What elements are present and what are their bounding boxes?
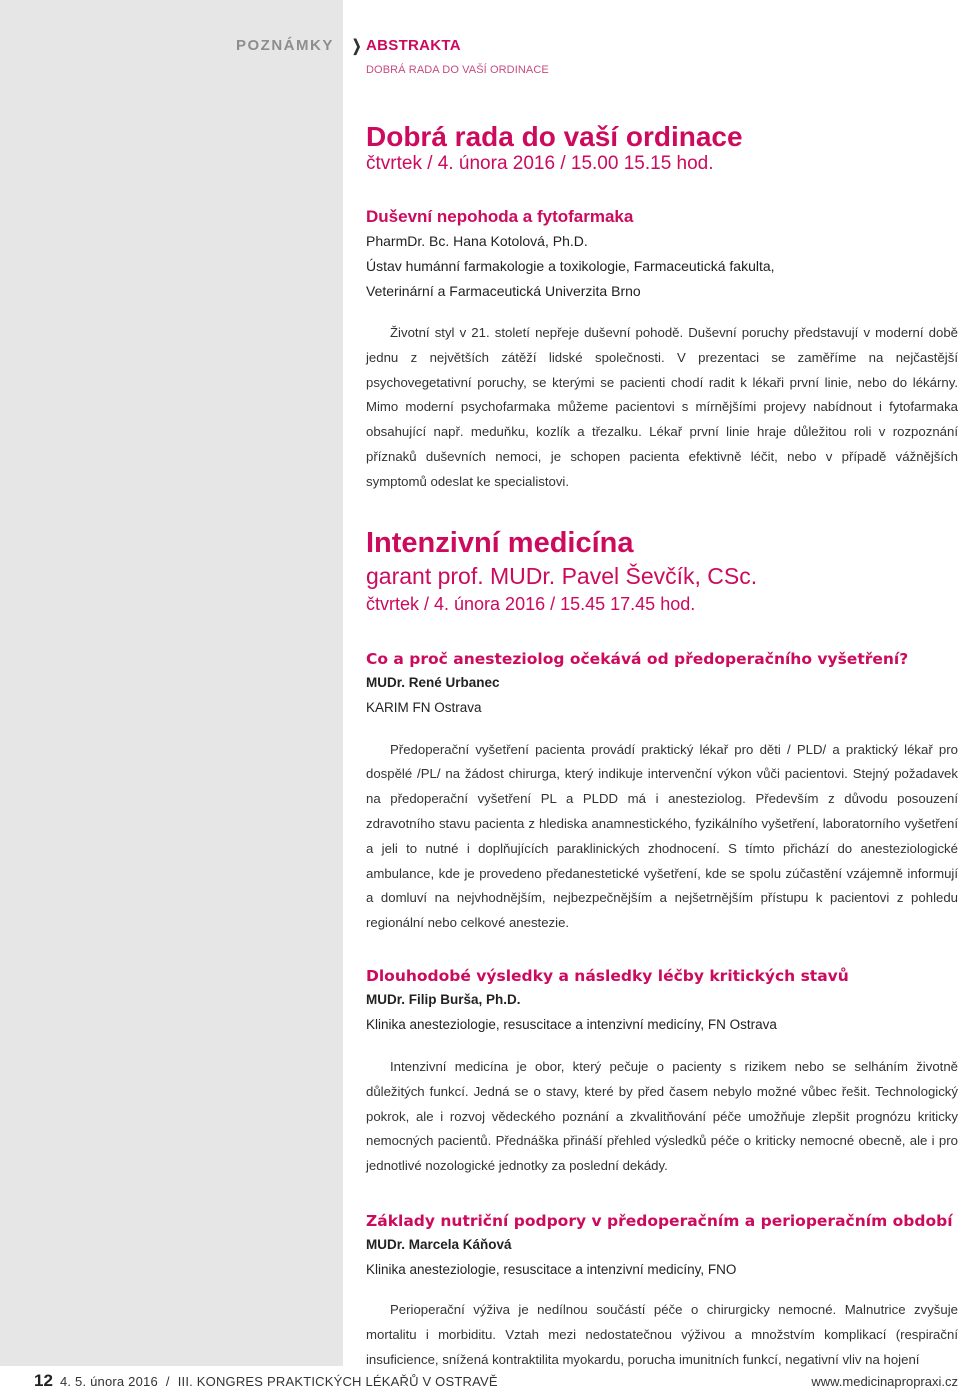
talk1-title: Duševní nepohoda a fytofarmaka: [366, 207, 634, 226]
block2-title: Intenzivní medicína: [366, 526, 634, 559]
talk-institution: Klinika anesteziologie, resuscitace a intenzivní medicíny, FN Ostrava: [366, 1016, 777, 1032]
talk-item: [366, 647, 958, 936]
talk1-author: PharmDr. Bc. Hana Kotolová, Ph.D.: [366, 233, 588, 249]
block1-title: Dobrá rada do vaší ordinace: [366, 121, 743, 152]
talk-abstract: Předoperační vyšetření pacienta provádí praktický lékař pro děti / PLD/ a praktický lékař pro dospělé /PL/ na žádost chirurga, který indikuje intervenční výkon vůči pacientovi. Stejný požadavek na předoperační vyšetření PL a PLDD má i anesteziolog. Především z důvodu posouzení zdravotního stavu pacienta z hlediska anamnestického, fyzikálního vyšetření, laboratorního vyšetření a jeli to nutné i doplňujících paraklinických zhodnocení. S tímto přichází do anesteziologické ambulance, kde je provedeno předanestetické vyšetření, kde se spolu zúčastění vzájemně informují a domluví na nejvhodnějším, nejbezpečnějším a nejšetrnějším přístupu k pacientovi z pohledu regionální nebo celkové anestezie.: [366, 741, 958, 931]
talk-institution: KARIM FN Ostrava: [366, 699, 482, 715]
chevron-right-icon: ❯: [352, 38, 362, 55]
talk-item: [366, 1209, 958, 1372]
talk-author: MUDr. Filip Burša, Ph.D.: [366, 991, 521, 1007]
talk-abstract: Perioperační výživa je nedílnou součástí péče o chirurgicky nemocné. Malnutrice zvyšuje mortalitu i morbiditu. Vztah mezi nedostatečnou výživou a množstvím komplikací (respirační insuficience, snížená kontraktilita myokardu, porucha imunitních funkcí, negativní vliv na hojení: [366, 1301, 958, 1367]
talk-author: MUDr. Marcela Káňová: [366, 1236, 512, 1252]
talk-author: MUDr. René Urbanec: [366, 674, 500, 690]
main-content: [366, 112, 958, 1372]
footer-separator: /: [165, 1374, 170, 1389]
footer-url[interactable]: www.medicinapropraxi.cz: [811, 1374, 958, 1389]
page-number: 12: [34, 1371, 53, 1390]
notes-label: POZNÁMKY: [236, 37, 334, 54]
talk-title: Dlouhodobé výsledky a následky léčby kritických stavů: [366, 966, 849, 985]
talk1-institution-line2: Veterinární a Farmaceutická Univerzita Brno: [366, 283, 641, 299]
talk1-abstract: Životní styl v 21. století nepřeje duševní pohodě. Duševní poruchy představují v moderní době jednu z největších zátěží lidské společnosti. V prezentaci se zaměříme na nejčastější psychovegetativní poruchy, se kterými se pacienti chodí radit k lékaři první linie, nebo do lékárny. Mimo moderní psychofarmaka můžeme pacientovi s mírnějšími projevy nabídnout i fytofarmaka obsahující např. meduňku, kozlík a třezalku. Lékař první linie hraje důležitou roli v rozpoznání příznaků duševních nemoci, je schopen pacienta efektivně léčit, nebo v případě vážnějších symptomů odeslat ke specialistovi.: [366, 325, 958, 489]
talk-institution: Klinika anesteziologie, resuscitace a intenzivní medicíny, FNO: [366, 1261, 737, 1277]
section-subtitle: DOBRÁ RADA DO VAŠÍ ORDINACE: [366, 64, 549, 76]
block1-date: čtvrtek / 4. února 2016 / 15.00 15.15 hod.: [366, 153, 714, 174]
talk-title: Co a proč anesteziolog očekává od předoperačního vyšetření?: [366, 649, 909, 668]
talk-item: [366, 964, 958, 1179]
block2-date: čtvrtek / 4. února 2016 / 15.45 17.45 hod.: [366, 593, 696, 614]
footer-event-name: III. KONGRES PRAKTICKÝCH LÉKAŘŮ V OSTRAVĚ: [177, 1374, 498, 1389]
footer-event: [60, 1374, 498, 1389]
talk-title: Základy nutriční podpory v předoperačním a perioperačním období: [366, 1211, 953, 1230]
talk1-institution-line1: Ústav humánní farmakologie a toxikologie, Farmaceutická fakulta,: [366, 258, 775, 274]
block2-garant: garant prof. MUDr. Pavel Ševčík, CSc.: [366, 562, 758, 589]
footer-dates: 4. 5. února 2016: [60, 1374, 158, 1389]
notes-sidebar: [0, 0, 343, 1366]
talk-abstract: Intenzivní medicína je obor, který pečuje o pacienty s rizikem nebo se selháním životně důležitých funkcí. Jedná se o stavy, které by před časem nebylo možné vůbec řešit. Technologický pokrok, ale i rozvoj vědeckého poznání a zkvalitňování péče umožňuje zlepšit prognózu kriticky nemocných pacientů. Přednáška přináší přehled výsledků péče o kriticky nemocné obecně, ale i pro jednotlivé nozologické jednotky za poslední dekády.: [366, 1058, 958, 1174]
section-title: ABSTRAKTA: [366, 37, 461, 54]
